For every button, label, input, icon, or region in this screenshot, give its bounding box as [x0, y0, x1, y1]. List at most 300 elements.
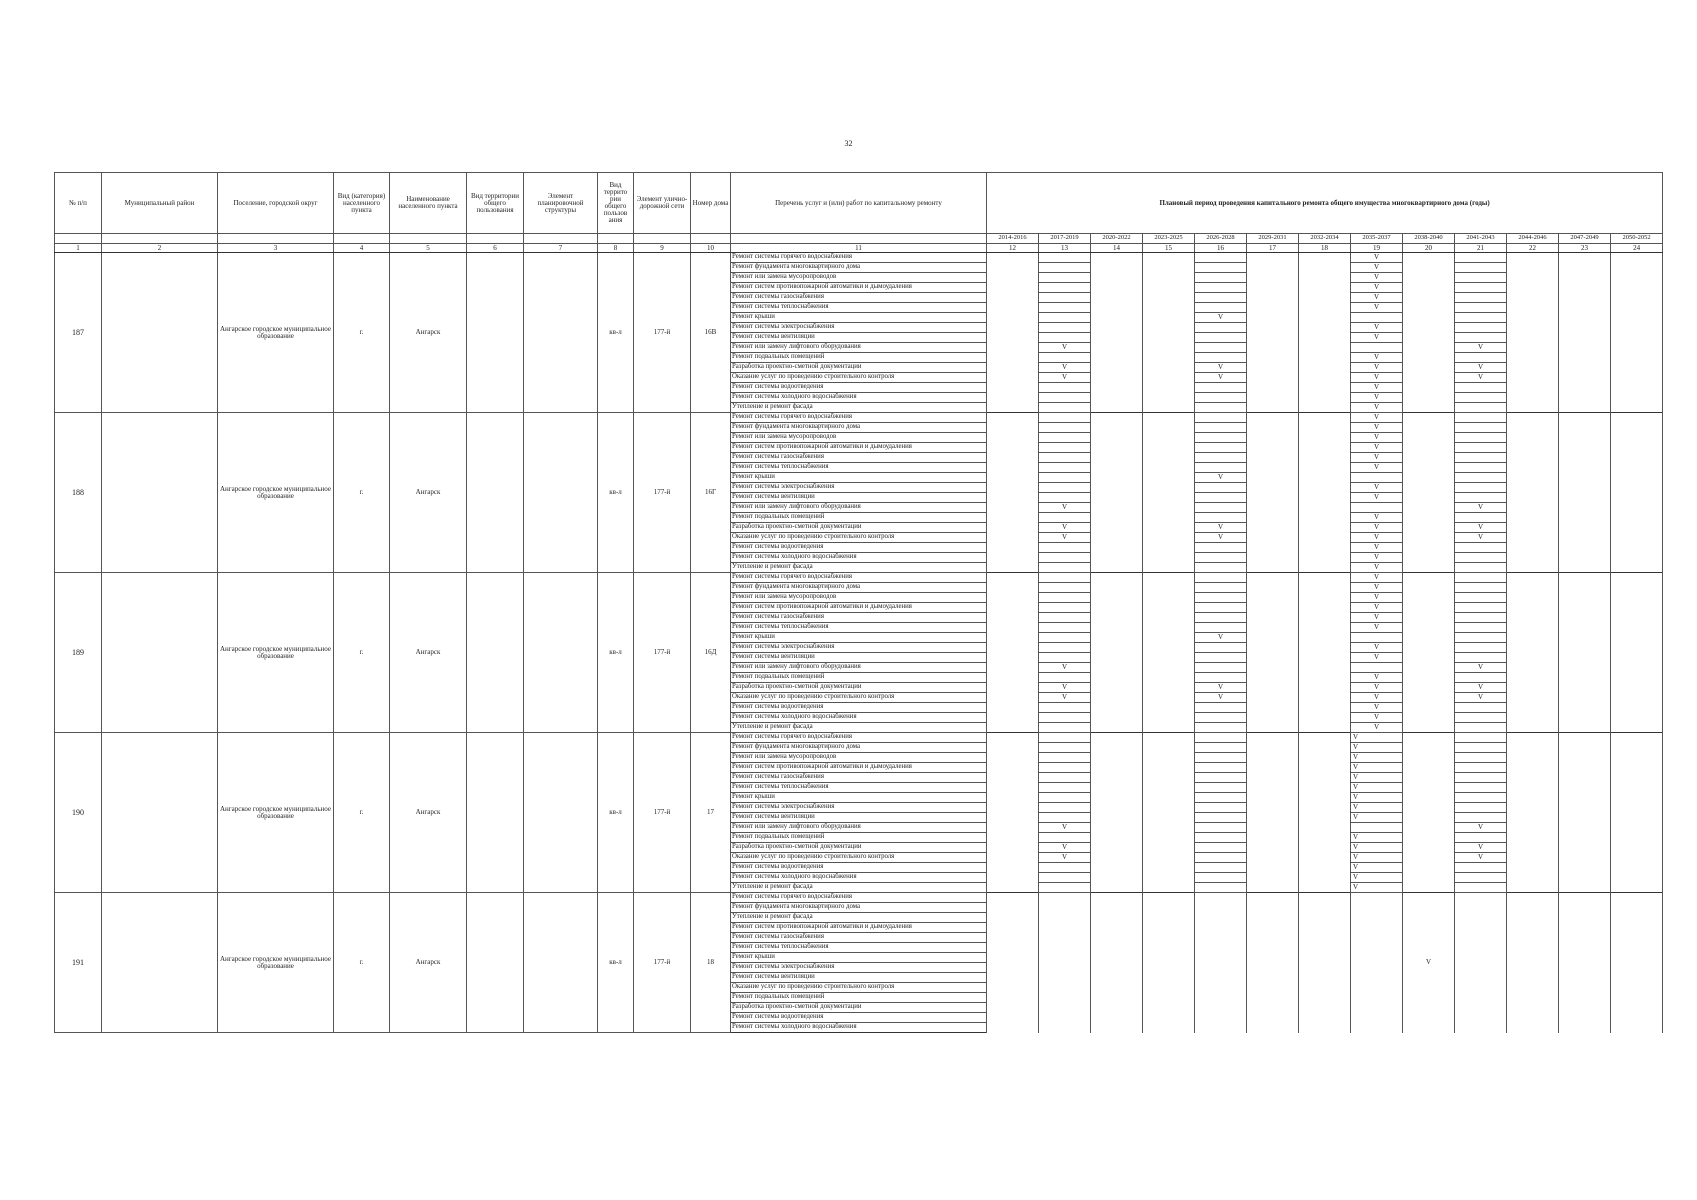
period-cell: [1195, 253, 1247, 263]
period-cell: [1143, 463, 1195, 473]
period-cell: [1351, 673, 1403, 683]
column-number: 7: [524, 244, 598, 253]
period-cell: [1247, 323, 1299, 333]
period-cell: [1039, 303, 1091, 313]
header-blank-cell: [598, 234, 634, 244]
period-cell: [1455, 653, 1507, 663]
period-cell: [1403, 573, 1455, 583]
period-cell: [1403, 603, 1455, 613]
period-cell: [1403, 873, 1455, 883]
header-territory: Вид территории общего пользования: [467, 173, 524, 234]
period-cell: [987, 673, 1039, 683]
period-cell: [1143, 603, 1195, 613]
territory-cell: [467, 893, 524, 1033]
period-cell: [1351, 443, 1403, 453]
column-number: 3: [218, 244, 334, 253]
period-cell: [1403, 483, 1455, 493]
period-cell: [1559, 263, 1611, 273]
service-item: Ремонт систем противопожарной автоматики и дымоудаления: [731, 603, 987, 613]
period-cell: [1507, 523, 1559, 533]
period-cell: [1559, 333, 1611, 343]
period-cell: [1091, 463, 1143, 473]
period-cell: [1039, 423, 1091, 433]
period-cell: [987, 333, 1039, 343]
period-cell: [1039, 683, 1091, 693]
period-cell: [1091, 793, 1143, 803]
period-cell: [1351, 523, 1403, 533]
period-cell: [1039, 343, 1091, 353]
period-cell: [1559, 673, 1611, 683]
period-cell: [1559, 683, 1611, 693]
period-cell: [1455, 463, 1507, 473]
repair-mark: V: [1477, 363, 1484, 371]
period-label: 2020-2022: [1091, 234, 1143, 244]
period-cell: [1091, 423, 1143, 433]
period-cell: [1507, 833, 1559, 843]
period-cell: [1091, 663, 1143, 673]
period-cell: [1403, 893, 1455, 1033]
header-blank-cell: [691, 234, 731, 244]
period-cell: [1143, 573, 1195, 583]
period-cell: [1403, 773, 1455, 783]
period-cell: [1403, 423, 1455, 433]
period-cell: [1091, 333, 1143, 343]
repair-mark: V: [1353, 863, 1359, 871]
period-cell: [1403, 623, 1455, 633]
period-cell: [1195, 783, 1247, 793]
period-cell: [1195, 833, 1247, 843]
period-cell: [1091, 593, 1143, 603]
period-cell: [1143, 343, 1195, 353]
period-cell: [1247, 693, 1299, 703]
period-cell: [1299, 503, 1351, 513]
period-cell: [1351, 843, 1403, 853]
period-cell: [1143, 423, 1195, 433]
period-cell: [1351, 313, 1403, 323]
period-cell: [987, 653, 1039, 663]
repair-mark: V: [1373, 643, 1380, 651]
period-cell: [1039, 753, 1091, 763]
district-cell: [102, 413, 218, 573]
period-cell: [1351, 323, 1403, 333]
repair-mark: V: [1373, 493, 1380, 501]
period-cell: [1247, 613, 1299, 623]
repair-mark: V: [1373, 543, 1380, 551]
period-cell: [1455, 713, 1507, 723]
period-cell: [1247, 333, 1299, 343]
period-cell: [1559, 423, 1611, 433]
period-cell: [1195, 713, 1247, 723]
period-cell: [1247, 293, 1299, 303]
period-cell: [1247, 443, 1299, 453]
service-item: Ремонт крыши: [731, 473, 987, 483]
period-cell: [1039, 443, 1091, 453]
period-cell: [1091, 473, 1143, 483]
repair-mark: V: [1425, 958, 1432, 967]
period-cell: [1247, 673, 1299, 683]
period-cell: [1507, 623, 1559, 633]
period-cell: [1559, 663, 1611, 673]
period-cell: [1351, 383, 1403, 393]
period-cell: [1143, 663, 1195, 673]
period-cell: [1351, 373, 1403, 383]
period-cell: [1559, 403, 1611, 413]
period-cell: [1247, 753, 1299, 763]
period-cell: [1611, 793, 1663, 803]
service-item: Ремонт системы теплоснабжения: [731, 943, 987, 953]
period-cell: [1507, 293, 1559, 303]
territory-type-cell: кв-л: [598, 733, 634, 893]
service-item: Ремонт или замену лифтового оборудования: [731, 823, 987, 833]
period-cell: [1195, 333, 1247, 343]
period-cell: [987, 693, 1039, 703]
repair-mark: V: [1353, 813, 1359, 821]
repair-mark: V: [1061, 683, 1068, 691]
period-cell: [1351, 413, 1403, 423]
period-cell: [1195, 743, 1247, 753]
period-cell: [987, 253, 1039, 263]
period-cell: [1611, 623, 1663, 633]
repair-mark: V: [1373, 373, 1380, 381]
period-cell: [1403, 313, 1455, 323]
period-cell: [1611, 833, 1663, 843]
period-cell: [1091, 743, 1143, 753]
territory-cell: [467, 253, 524, 413]
period-cell: [1455, 803, 1507, 813]
table-row: [55, 253, 1663, 263]
period-cell: [1299, 653, 1351, 663]
service-item: Ремонт подвальных помещений: [731, 993, 987, 1003]
period-cell: [1039, 333, 1091, 343]
period-cell: [1143, 883, 1195, 893]
period-cell: [1559, 753, 1611, 763]
period-cell: [1507, 543, 1559, 553]
period-cell: [1299, 793, 1351, 803]
column-number: 10: [691, 244, 731, 253]
service-item: Ремонт или замена мусоропроводов: [731, 273, 987, 283]
period-cell: [1091, 543, 1143, 553]
period-cell: [1351, 423, 1403, 433]
period-cell: [1351, 303, 1403, 313]
period-cell: [1195, 403, 1247, 413]
repair-mark: V: [1373, 583, 1380, 591]
period-cell: [1091, 523, 1143, 533]
period-cell: [1403, 833, 1455, 843]
period-cell: [1611, 273, 1663, 283]
repair-mark: V: [1373, 283, 1380, 291]
period-cell: [1143, 323, 1195, 333]
period-cell: [1559, 363, 1611, 373]
period-cell: [1559, 413, 1611, 423]
period-cell: [1247, 513, 1299, 523]
repair-mark: V: [1353, 853, 1359, 861]
column-number: 5: [390, 244, 467, 253]
period-cell: [987, 513, 1039, 523]
period-cell: [1351, 453, 1403, 463]
period-cell: [1247, 373, 1299, 383]
period-cell: [1195, 793, 1247, 803]
period-cell: [1195, 353, 1247, 363]
house-number: 189: [55, 573, 102, 733]
period-cell: [987, 593, 1039, 603]
period-cell: [1195, 723, 1247, 733]
service-item: Ремонт системы вентиляции: [731, 653, 987, 663]
period-cell: [1559, 483, 1611, 493]
repair-mark: V: [1373, 443, 1380, 451]
period-cell: [1195, 393, 1247, 403]
period-cell: [1091, 363, 1143, 373]
period-cell: [1299, 643, 1351, 653]
period-cell: [1507, 703, 1559, 713]
period-cell: [1403, 263, 1455, 273]
period-cell: [1195, 343, 1247, 353]
service-item: Ремонт фундамента многоквартирного дома: [731, 743, 987, 753]
period-cell: [1039, 453, 1091, 463]
repair-mark: V: [1061, 363, 1068, 371]
service-item: Ремонт подвальных помещений: [731, 833, 987, 843]
header-blank-cell: [524, 234, 598, 244]
period-cell: [1403, 693, 1455, 703]
period-cell: [1299, 563, 1351, 573]
period-cell: [1403, 783, 1455, 793]
service-item: Ремонт фундамента многоквартирного дома: [731, 263, 987, 273]
period-cell: [1351, 463, 1403, 473]
period-cell: [1039, 813, 1091, 823]
service-item: Ремонт системы водоотведения: [731, 383, 987, 393]
period-cell: [1143, 443, 1195, 453]
period-cell: [1559, 733, 1611, 743]
period-cell: [1247, 703, 1299, 713]
period-cell: [1299, 493, 1351, 503]
period-cell: [1351, 623, 1403, 633]
service-item: Ремонт системы газоснабжения: [731, 293, 987, 303]
service-item: Ремонт системы газоснабжения: [731, 933, 987, 943]
period-cell: [1247, 653, 1299, 663]
period-cell: [1611, 343, 1663, 353]
period-cell: [1611, 663, 1663, 673]
period-cell: [987, 803, 1039, 813]
period-cell: [1611, 333, 1663, 343]
period-cell: [1195, 303, 1247, 313]
header-blank-cell: [467, 234, 524, 244]
period-cell: [1507, 553, 1559, 563]
period-cell: [1455, 403, 1507, 413]
period-cell: [987, 793, 1039, 803]
service-item: Разработка проектно-сметной документации: [731, 523, 987, 533]
period-cell: [1091, 753, 1143, 763]
period-cell: [1039, 613, 1091, 623]
period-cell: [1247, 623, 1299, 633]
service-item: Ремонт крыши: [731, 313, 987, 323]
period-cell: [1091, 723, 1143, 733]
period-cell: [1351, 263, 1403, 273]
period-cell: [1143, 703, 1195, 713]
period-cell: [1143, 643, 1195, 653]
service-item: Ремонт системы горячего водоснабжения: [731, 733, 987, 743]
period-cell: [1611, 503, 1663, 513]
header-settlement: Поселение, городской округ: [218, 173, 334, 234]
repair-mark: V: [1477, 533, 1484, 541]
period-cell: [1403, 843, 1455, 853]
period-cell: [1507, 463, 1559, 473]
period-cell: [1351, 703, 1403, 713]
period-cell: [1299, 743, 1351, 753]
period-cell: [1195, 763, 1247, 773]
period-cell: [1247, 683, 1299, 693]
period-cell: [1403, 273, 1455, 283]
period-cell: [1611, 283, 1663, 293]
period-cell: [1299, 613, 1351, 623]
period-cell: [1143, 313, 1195, 323]
period-cell: [1039, 283, 1091, 293]
table-row: [55, 733, 1663, 743]
period-cell: [1247, 543, 1299, 553]
service-item: Оказание услуг по проведению строительного контроля: [731, 533, 987, 543]
period-cell: [1091, 823, 1143, 833]
service-item: Утепление и ремонт фасада: [731, 883, 987, 893]
repair-mark: V: [1477, 823, 1484, 831]
repair-mark: V: [1373, 263, 1380, 271]
period-cell: [1195, 273, 1247, 283]
period-cell: [1143, 613, 1195, 623]
period-cell: [1559, 573, 1611, 583]
period-cell: [1247, 263, 1299, 273]
period-cell: [1351, 713, 1403, 723]
period-cell: [1143, 543, 1195, 553]
repair-mark: V: [1217, 693, 1224, 701]
period-cell: [1559, 273, 1611, 283]
column-number: 16: [1195, 244, 1247, 253]
period-cell: [1195, 863, 1247, 873]
period-cell: [1299, 863, 1351, 873]
service-item: Ремонт системы газоснабжения: [731, 453, 987, 463]
period-cell: [1559, 343, 1611, 353]
period-cell: [1507, 773, 1559, 783]
column-number: 12: [987, 244, 1039, 253]
period-cell: [1299, 393, 1351, 403]
period-cell: [1403, 763, 1455, 773]
period-cell: [1247, 803, 1299, 813]
period-cell: [1559, 613, 1611, 623]
period-cell: [1351, 353, 1403, 363]
period-cell: [1611, 803, 1663, 813]
repair-mark: V: [1373, 353, 1380, 361]
period-cell: [1403, 663, 1455, 673]
period-cell: [1195, 563, 1247, 573]
column-number: 21: [1455, 244, 1507, 253]
district-cell: [102, 253, 218, 413]
period-cell: [1195, 703, 1247, 713]
period-cell: [1455, 293, 1507, 303]
period-cell: [1455, 513, 1507, 523]
period-cell: [1455, 733, 1507, 743]
period-cell: [1559, 643, 1611, 653]
period-cell: [1039, 763, 1091, 773]
period-cell: [1507, 263, 1559, 273]
period-cell: [987, 453, 1039, 463]
period-cell: [1351, 833, 1403, 843]
repair-mark: V: [1373, 273, 1380, 281]
column-number: 8: [598, 244, 634, 253]
period-cell: [1403, 523, 1455, 533]
period-cell: [1507, 693, 1559, 703]
period-cell: [1195, 433, 1247, 443]
period-cell: [1091, 863, 1143, 873]
period-cell: [1455, 843, 1507, 853]
period-cell: [1039, 823, 1091, 833]
period-cell: [1507, 813, 1559, 823]
period-cell: [1611, 643, 1663, 653]
service-item: Ремонт фундамента многоквартирного дома: [731, 903, 987, 913]
period-cell: [1455, 343, 1507, 353]
period-cell: [1247, 483, 1299, 493]
period-cell: [1403, 823, 1455, 833]
house-cell: 17: [691, 733, 731, 893]
service-item: Ремонт или замена мусоропроводов: [731, 433, 987, 443]
period-cell: [1507, 383, 1559, 393]
period-cell: [987, 623, 1039, 633]
period-cell: [1403, 433, 1455, 443]
period-label: 2014-2016: [987, 234, 1039, 244]
period-cell: [1559, 713, 1611, 723]
period-cell: [1195, 483, 1247, 493]
period-cell: [1507, 573, 1559, 583]
period-cell: [1091, 613, 1143, 623]
column-number: 17: [1247, 244, 1299, 253]
period-cell: [1299, 603, 1351, 613]
category-cell: г.: [334, 413, 390, 573]
period-cell: [987, 273, 1039, 283]
period-cell: [1143, 403, 1195, 413]
repair-mark: V: [1373, 723, 1380, 731]
period-cell: [987, 703, 1039, 713]
repair-mark: V: [1373, 423, 1380, 431]
period-cell: [1195, 503, 1247, 513]
period-cell: [1247, 663, 1299, 673]
period-cell: [1039, 433, 1091, 443]
period-cell: [1507, 643, 1559, 653]
period-cell: [1143, 513, 1195, 523]
period-cell: [1299, 253, 1351, 263]
period-cell: [1559, 493, 1611, 503]
period-cell: [1299, 263, 1351, 273]
service-item: Ремонт систем противопожарной автоматики и дымоудаления: [731, 443, 987, 453]
category-cell: г.: [334, 733, 390, 893]
period-cell: [1507, 453, 1559, 463]
period-cell: [1611, 303, 1663, 313]
territory-type-cell: кв-л: [598, 573, 634, 733]
period-cell: [1611, 723, 1663, 733]
period-cell: [1455, 423, 1507, 433]
period-cell: [1403, 883, 1455, 893]
period-cell: [987, 443, 1039, 453]
period-cell: [1455, 433, 1507, 443]
period-cell: [1559, 563, 1611, 573]
period-label: 2044-2046: [1507, 234, 1559, 244]
period-cell: [1195, 683, 1247, 693]
service-item: Ремонт систем противопожарной автоматики и дымоудаления: [731, 923, 987, 933]
period-cell: [1039, 743, 1091, 753]
period-cell: [1455, 763, 1507, 773]
service-item: Ремонт системы вентиляции: [731, 333, 987, 343]
period-cell: [1299, 583, 1351, 593]
period-cell: [1143, 723, 1195, 733]
period-cell: [1195, 753, 1247, 763]
period-cell: [1507, 583, 1559, 593]
period-cell: [1091, 763, 1143, 773]
period-cell: [1247, 403, 1299, 413]
period-cell: [1507, 303, 1559, 313]
